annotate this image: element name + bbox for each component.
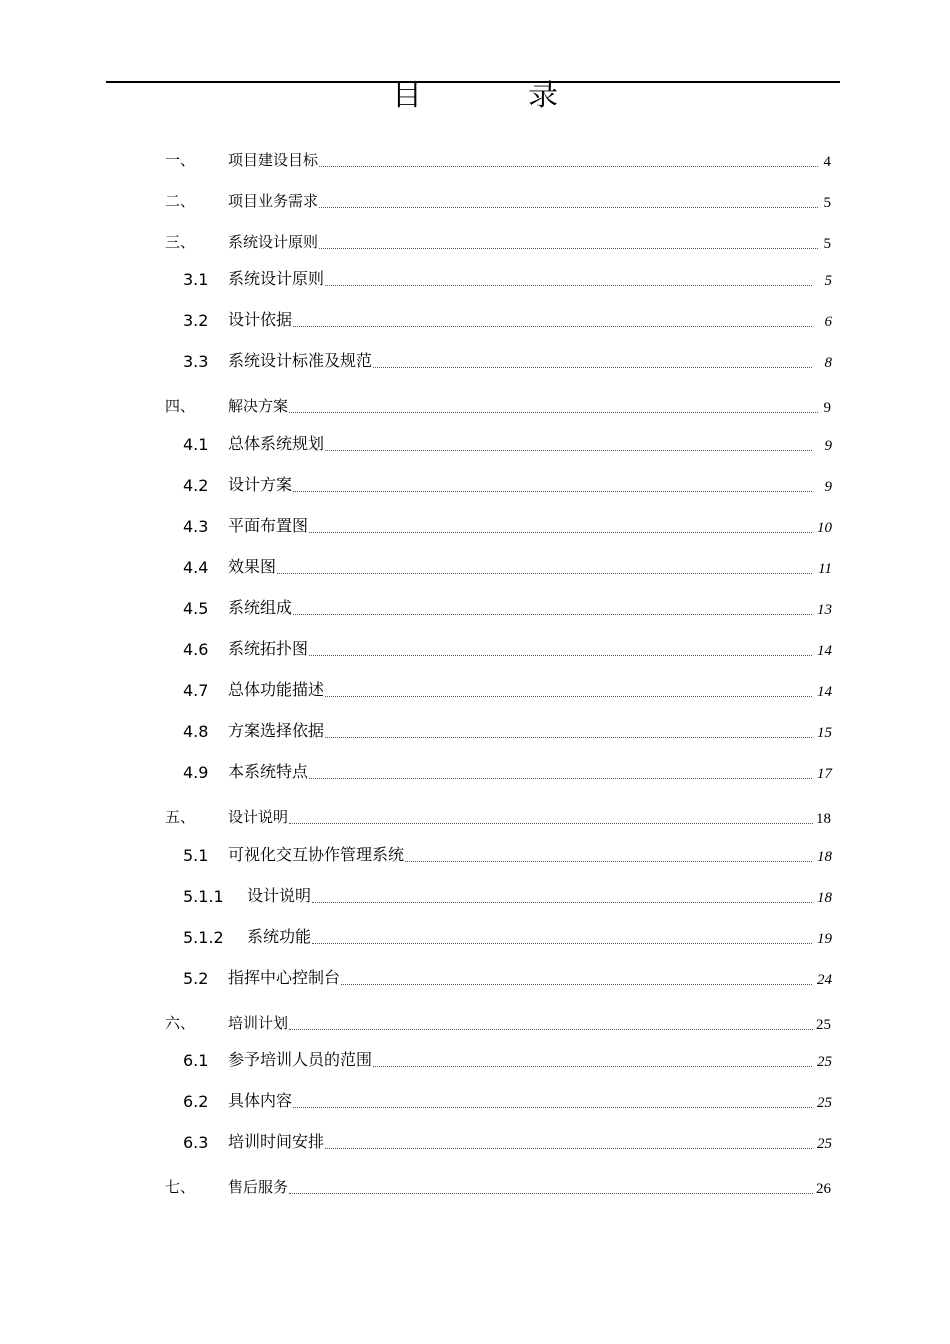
toc-entry-page-number: 10 <box>817 520 832 536</box>
toc-entry-page-number: 9 <box>823 400 831 416</box>
toc-entry-label: 项目建设目标 <box>228 151 319 169</box>
toc-entry-page-number: 25 <box>817 1054 832 1070</box>
toc-entry-number: 二、 <box>165 192 196 210</box>
toc-entry[interactable] <box>0 554 950 580</box>
toc-dot-leader <box>293 614 812 615</box>
toc-dot-leader <box>325 696 812 697</box>
toc-dot-leader <box>277 573 812 574</box>
toc-entry-label: 可视化交互协作管理系统 <box>228 842 405 865</box>
toc-dot-leader <box>289 412 818 413</box>
toc-entry-page-number: 24 <box>817 972 832 988</box>
toc-entry[interactable] <box>0 513 950 539</box>
toc-entry-number: 6.1 <box>183 1051 209 1070</box>
toc-entry[interactable] <box>0 431 950 457</box>
toc-entry-number: 七、 <box>165 1178 196 1196</box>
toc-entry-number: 3.3 <box>183 352 209 371</box>
toc-entry-page-number: 9 <box>824 479 832 495</box>
toc-dot-leader <box>312 902 812 903</box>
toc-entry-label: 培训时间安排 <box>228 1129 325 1152</box>
toc-entry-number: 4.6 <box>183 640 209 659</box>
toc-dot-leader <box>325 737 812 738</box>
page-title: 目 录 <box>392 78 596 113</box>
toc-dot-leader <box>325 450 812 451</box>
toc-dot-leader <box>405 861 812 862</box>
toc-entry-page-number: 4 <box>823 154 831 170</box>
toc-entry-label: 平面布置图 <box>228 513 309 536</box>
toc-dot-leader <box>319 166 818 167</box>
toc-entry[interactable] <box>0 472 950 498</box>
toc-entry-page-number: 13 <box>817 602 832 618</box>
toc-entry[interactable] <box>0 804 950 830</box>
toc-entry[interactable] <box>0 1010 950 1036</box>
toc-entry-label: 设计方案 <box>228 472 293 495</box>
toc-entry-number: 三、 <box>165 233 196 251</box>
toc-entry-page-number: 25 <box>817 1136 832 1152</box>
toc-entry[interactable] <box>0 348 950 374</box>
toc-entry[interactable] <box>0 1129 950 1155</box>
toc-entry-number: 5.1 <box>183 846 209 865</box>
toc-dot-leader <box>289 1029 813 1030</box>
toc-entry-label: 系统拓扑图 <box>228 636 309 659</box>
toc-entry[interactable] <box>0 266 950 292</box>
toc-entry-label: 系统功能 <box>247 924 312 947</box>
toc-dot-leader <box>289 823 813 824</box>
toc-entry-label: 参予培训人员的范围 <box>228 1047 373 1070</box>
toc-entry[interactable] <box>0 883 950 909</box>
toc-entry[interactable] <box>0 229 950 255</box>
toc-entry-number: 4.7 <box>183 681 209 700</box>
toc-dot-leader <box>319 207 818 208</box>
toc-entry[interactable] <box>0 1047 950 1073</box>
toc-entry-number: 5.2 <box>183 969 209 988</box>
toc-entry-page-number: 14 <box>817 643 832 659</box>
toc-entry-page-number: 5 <box>823 195 831 211</box>
toc-entry-page-number: 18 <box>817 890 832 906</box>
toc-entry-number: 4.1 <box>183 435 209 454</box>
toc-entry-page-number: 25 <box>816 1017 831 1033</box>
toc-dot-leader <box>293 326 812 327</box>
toc-entry[interactable] <box>0 147 950 173</box>
toc-entry-label: 指挥中心控制台 <box>228 965 341 988</box>
toc-entry[interactable] <box>0 759 950 785</box>
toc-entry[interactable] <box>0 1088 950 1114</box>
toc-entry-page-number: 9 <box>824 438 832 454</box>
toc-entry-page-number: 25 <box>817 1095 832 1111</box>
toc-entry-label: 具体内容 <box>228 1088 293 1111</box>
toc-dot-leader <box>325 1148 812 1149</box>
toc-entry-number: 4.5 <box>183 599 209 618</box>
toc-entry[interactable] <box>0 307 950 333</box>
toc-entry[interactable] <box>0 842 950 868</box>
toc-entry-page-number: 6 <box>824 314 832 330</box>
toc-entry-label: 总体功能描述 <box>228 677 325 700</box>
toc-entry-page-number: 18 <box>816 811 831 827</box>
toc-entry[interactable] <box>0 393 950 419</box>
toc-entry-label: 方案选择依据 <box>228 718 325 741</box>
toc-entry-number: 六、 <box>165 1014 196 1032</box>
toc-entry[interactable] <box>0 188 950 214</box>
toc-entry-label: 系统设计原则 <box>228 233 319 251</box>
toc-entry-number: 6.3 <box>183 1133 209 1152</box>
toc-dot-leader <box>312 943 812 944</box>
toc-entry-number: 五、 <box>165 808 196 826</box>
toc-entry[interactable] <box>0 1174 950 1200</box>
toc-entry-label: 本系统特点 <box>228 759 309 782</box>
toc-dot-leader <box>289 1193 813 1194</box>
toc-entry-page-number: 11 <box>818 561 832 577</box>
toc-entry[interactable] <box>0 595 950 621</box>
toc-dot-leader <box>309 532 812 533</box>
toc-entry-number: 6.2 <box>183 1092 209 1111</box>
toc-entry-label: 培训计划 <box>228 1014 289 1032</box>
toc-entry-page-number: 8 <box>824 355 832 371</box>
toc-dot-leader <box>309 655 812 656</box>
toc-dot-leader <box>293 1107 812 1108</box>
toc-entry-label: 系统组成 <box>228 595 293 618</box>
toc-entry-number: 4.2 <box>183 476 209 495</box>
toc-dot-leader <box>373 367 812 368</box>
toc-entry[interactable] <box>0 924 950 950</box>
toc-entry[interactable] <box>0 965 950 991</box>
toc-entry-number: 5.1.2 <box>183 928 224 947</box>
toc-entry-number: 3.1 <box>183 270 209 289</box>
toc-dot-leader <box>309 778 812 779</box>
toc-entry-label: 系统设计原则 <box>228 266 325 289</box>
toc-entry-label: 设计说明 <box>247 883 312 906</box>
toc-entry-label: 设计依据 <box>228 307 293 330</box>
toc-dot-leader <box>341 984 812 985</box>
toc-entry-page-number: 15 <box>817 725 832 741</box>
toc-entry-number: 4.4 <box>183 558 209 577</box>
toc-entry-page-number: 19 <box>817 931 832 947</box>
toc-entry-page-number: 17 <box>817 766 832 782</box>
toc-entry-number: 3.2 <box>183 311 209 330</box>
toc-entry-number: 4.9 <box>183 763 209 782</box>
toc-entry-label: 效果图 <box>228 554 277 577</box>
toc-entry-number: 5.1.1 <box>183 887 224 906</box>
toc-entry-number: 4.3 <box>183 517 209 536</box>
toc-entry-label: 系统设计标准及规范 <box>228 348 373 371</box>
toc-entry-label: 设计说明 <box>228 808 289 826</box>
toc-entry-page-number: 5 <box>823 236 831 252</box>
toc-entry-label: 解决方案 <box>228 397 289 415</box>
toc-dot-leader <box>319 248 818 249</box>
toc-entry-page-number: 14 <box>817 684 832 700</box>
toc-entry-label: 售后服务 <box>228 1178 289 1196</box>
toc-entry-label: 总体系统规划 <box>228 431 325 454</box>
toc-entry-number: 四、 <box>165 397 196 415</box>
toc-dot-leader <box>325 285 812 286</box>
toc-entry[interactable] <box>0 636 950 662</box>
toc-entry-label: 项目业务需求 <box>228 192 319 210</box>
toc-entry-page-number: 5 <box>824 273 832 289</box>
toc-dot-leader <box>293 491 812 492</box>
toc-entry[interactable] <box>0 718 950 744</box>
toc-entry-number: 一、 <box>165 151 196 169</box>
toc-entry-page-number: 26 <box>816 1181 831 1197</box>
toc-dot-leader <box>373 1066 812 1067</box>
toc-entry[interactable] <box>0 677 950 703</box>
toc-entry-number: 4.8 <box>183 722 209 741</box>
toc-entry-page-number: 18 <box>817 849 832 865</box>
